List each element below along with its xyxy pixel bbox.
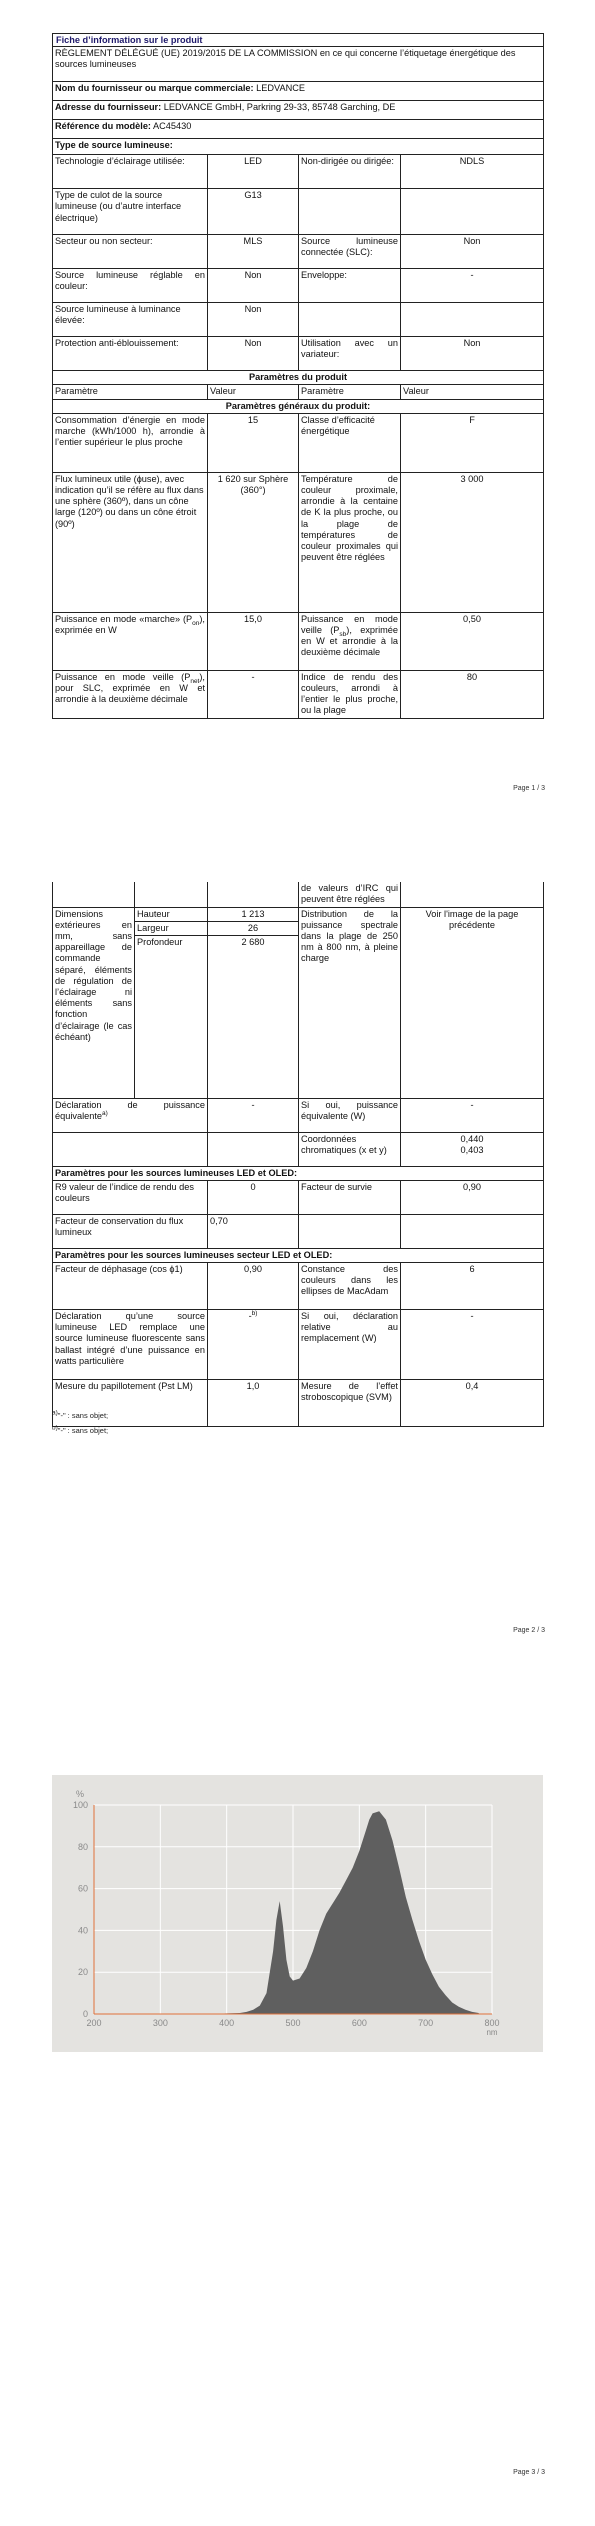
networked-standby-text-end: ), pour SLC, exprimée en W et arrondie à la deuxième décimale — [55, 671, 205, 705]
stroboscopic-value: 0,4 — [401, 1380, 544, 1427]
anti-glare-value: Non — [208, 337, 299, 371]
efficiency-class-value: F — [401, 413, 544, 472]
on-mode-power-value: 15,0 — [208, 612, 299, 670]
col-value-header: Valeur — [208, 385, 299, 399]
power-factor-label: Facteur de déphasage (cos ϕ1) — [53, 1263, 208, 1310]
cct-value: 3 000 — [401, 472, 544, 612]
x-tick-label: 200 — [86, 2018, 102, 2028]
y-tick-label: 40 — [77, 1925, 88, 1936]
footnote-b-mark: b) — [52, 1424, 58, 1432]
cap-empty-label — [299, 189, 401, 235]
anti-glare-label: Protection anti-éblouissement: — [53, 337, 208, 371]
dimensions-empty-2 — [208, 949, 299, 1098]
chromaticity-y: 0,403 — [460, 1144, 484, 1155]
cap-value: G13 — [208, 189, 299, 235]
chromaticity-value — [401, 1132, 544, 1166]
networked-standby-text: Puissance en mode veille (P — [55, 671, 191, 682]
y-tick-label: 60 — [77, 1883, 88, 1894]
spectral-power-chart — [52, 1775, 543, 2052]
directional-label: Non-dirigée ou dirigée: — [299, 155, 401, 189]
mains-value: MLS — [208, 235, 299, 269]
x-tick-label: 700 — [418, 2018, 434, 2028]
footnote-a-mark: a) — [52, 1409, 58, 1417]
supplier-label: Nom du fournisseur ou marque commerciale: — [55, 83, 254, 94]
depth-value: 2 680 — [208, 935, 299, 949]
model-row — [53, 120, 544, 139]
dimmer-label: Utilisation avec un variateur: — [299, 337, 401, 371]
col-param-header: Paramètre — [53, 385, 208, 399]
source-type-header: Type de source lumineuse: — [53, 139, 544, 155]
footnote-a — [52, 1411, 108, 1420]
chromaticity-x: 0,440 — [460, 1133, 484, 1144]
mains-label: Secteur ou non secteur: — [53, 235, 208, 269]
maint-empty-2 — [401, 1214, 544, 1248]
product-info-table — [52, 33, 544, 719]
height-value: 1 213 — [208, 907, 299, 921]
fluorescent-replacement-label: Déclaration qu’une source lumineuse LED remplace une source lumineuse fluorescente sans ballast intégré d’une puissance en watts particulière — [53, 1310, 208, 1380]
on-mode-power-sub: on — [192, 619, 200, 627]
standby-power-label — [299, 612, 401, 670]
spectral-distribution-value: Voir l'image de la page précédente — [401, 907, 544, 1098]
cri-label-continued: de valeurs d’IRC qui peuvent être réglées — [299, 882, 401, 907]
model-value: AC45430 — [153, 121, 192, 132]
spectral-power-svg — [52, 1775, 543, 2052]
on-mode-power-text-end: ), exprimée en W — [55, 613, 205, 636]
cls-label: Source lumineuse connectée (SLC): — [299, 235, 401, 269]
r9-value: 0 — [208, 1180, 299, 1214]
on-mode-power-text: Puissance en mode «marche» (P — [55, 613, 193, 624]
r9-label: R9 valeur de l’indice de rendu des couleurs — [53, 1180, 208, 1214]
y-tick-label: 80 — [77, 1841, 88, 1852]
on-mode-power-label — [53, 612, 208, 670]
networked-standby-label — [53, 670, 208, 718]
width-value: 26 — [208, 921, 299, 935]
footnote-b-text: "-" : sans objet; — [57, 1426, 109, 1435]
directional-value: NDLS — [401, 155, 544, 189]
hl-empty-label — [299, 303, 401, 337]
mains-led-params-header: Paramètres pour les sources lumineuses secteur LED et OLED: — [53, 1248, 544, 1262]
equivalent-power-text: Déclaration de puissance équivalente — [55, 1099, 205, 1121]
width-label: Largeur — [135, 921, 208, 935]
cri-continued-empty-4 — [401, 882, 544, 907]
product-params-header: Paramètres du produit — [53, 371, 544, 385]
networked-standby-value: - — [208, 670, 299, 718]
depth-label: Profondeur — [135, 935, 208, 949]
y-tick-label: 20 — [77, 1967, 88, 1978]
page-number-1: Page 1 / 3 — [513, 785, 545, 792]
y-axis-label: % — [76, 1789, 85, 1799]
dimensions-empty — [135, 949, 208, 1098]
chroma-empty-2 — [208, 1132, 299, 1166]
general-params-header: Paramètres généraux du produit: — [53, 399, 544, 413]
x-tick-label: 800 — [484, 2018, 500, 2028]
stroboscopic-label: Mesure de l’effet stroboscopique (SVM) — [299, 1380, 401, 1427]
col-param2-header: Paramètre — [299, 385, 401, 399]
lumen-maintenance-label: Facteur de conservation du flux lumineux — [53, 1214, 208, 1248]
replacement-claim-value: - — [401, 1310, 544, 1380]
cri-continued-empty — [53, 882, 135, 907]
footnote-a-text: "-" : sans objet; — [57, 1411, 109, 1420]
x-tick-label: 500 — [285, 2018, 301, 2028]
flicker-label: Mesure du papillotement (Pst LM) — [53, 1380, 208, 1427]
flicker-value: 1,0 — [208, 1380, 299, 1427]
cap-label: Type de culot de la source lumineuse (ou d’autre interface électrique) — [53, 189, 208, 235]
power-factor-value: 0,90 — [208, 1263, 299, 1310]
tech-value: LED — [208, 155, 299, 189]
page-number-2: Page 2 / 3 — [513, 1627, 545, 1634]
tech-label: Technologie d’éclairage utilisée: — [53, 155, 208, 189]
dimmer-value: Non — [401, 337, 544, 371]
tunable-label: Source lumineuse réglable en couleur: — [53, 269, 208, 303]
fluorescent-replacement-value — [208, 1310, 299, 1380]
energy-consumption-value: 15 — [208, 413, 299, 472]
supplier-value: LEDVANCE — [256, 83, 306, 94]
page-1 — [0, 0, 595, 842]
luminous-flux-label: Flux lumineux utile (ɸuse), avec indication qu’il se réfère au flux dans une sphère (360º), dans un cône large (120º) ou dans un cône étroit (90º) — [53, 472, 208, 612]
address-row — [53, 101, 544, 120]
address-value: LEDVANCE GmbH, Parkring 29-33, 85748 Garching, DE — [163, 102, 396, 113]
high-luminance-value: Non — [208, 303, 299, 337]
y-tick-label: 100 — [72, 1800, 88, 1810]
envelope-label: Enveloppe: — [299, 269, 401, 303]
standby-power-text: Puissance en mode veille (P — [301, 613, 398, 636]
footnote-b-ref: b) — [251, 1309, 258, 1317]
cct-label: Température de couleur proximale, arrondie à la centaine de K la plus proche, ou la plage de températures de couleur proximales qui peuvent être réglées — [299, 472, 401, 612]
spectrum-area — [213, 1811, 478, 2014]
product-info-table-continued — [52, 882, 544, 1427]
standby-power-text-end: ), exprimée en W et arrondie à la deuxième décimale — [301, 625, 398, 658]
x-tick-label: 400 — [219, 2018, 235, 2028]
regulation-text: RÈGLEMENT DÉLÉGUÉ (UE) 2019/2015 DE LA COMMISSION en ce qui concerne l’étiquetage énergétique des sources lumineuses — [53, 47, 544, 82]
cls-value: Non — [401, 235, 544, 269]
equivalent-power-value: - — [401, 1098, 544, 1132]
footnote-a-ref: a) — [102, 1109, 108, 1117]
cri-value: 80 — [401, 670, 544, 718]
efficiency-class-label: Classe d’efficacité énergétique — [299, 413, 401, 472]
equivalent-power-declaration-value: - — [208, 1098, 299, 1132]
equivalent-power-label: Si oui, puissance équivalente (W) — [299, 1098, 401, 1132]
model-label: Référence du modèle: — [55, 121, 151, 132]
equivalent-power-declaration-label — [53, 1098, 208, 1132]
height-label: Hauteur — [135, 907, 208, 921]
spectral-distribution-label: Distribution de la puissance spectrale dans la plage de 250 nm à 800 nm, à pleine charge — [299, 907, 401, 1098]
page-number-3: Page 3 / 3 — [513, 2469, 545, 2476]
x-tick-label: 600 — [351, 2018, 367, 2028]
colour-consistency-label: Constance des couleurs dans les ellipses de MacAdam — [299, 1263, 401, 1310]
survival-factor-label: Facteur de survie — [299, 1180, 401, 1214]
maint-empty — [299, 1214, 401, 1248]
hl-empty-value — [401, 303, 544, 337]
led-params-header: Paramètres pour les sources lumineuses LED et OLED: — [53, 1166, 544, 1180]
page-2 — [0, 842, 595, 1684]
survival-factor-value: 0,90 — [401, 1180, 544, 1214]
envelope-value: - — [401, 269, 544, 303]
cri-continued-empty-2 — [135, 882, 208, 907]
cri-label: Indice de rendu des couleurs, arrondi à l’entier le plus proche, ou la plage — [299, 670, 401, 718]
y-tick-label: 0 — [82, 2009, 88, 2019]
document-title: Fiche d’information sur le produit — [53, 34, 544, 47]
footnote-b — [52, 1426, 108, 1435]
x-axis-label: nm — [486, 2028, 498, 2037]
standby-power-sub: sb — [339, 630, 347, 638]
cap-empty-value — [401, 189, 544, 235]
dimensions-label: Dimensions extérieures en mm, sans appareillage de commande séparé, éléments de régulation de l’éclairage ni éléments sans fonction d’éclairage (le cas échéant) — [53, 907, 135, 1098]
replacement-claim-label: Si oui, déclaration relative au remplacement (W) — [299, 1310, 401, 1380]
supplier-row — [53, 82, 544, 101]
lumen-maintenance-value: 0,70 — [208, 1214, 299, 1248]
x-tick-label: 300 — [152, 2018, 168, 2028]
colour-consistency-value: 6 — [401, 1263, 544, 1310]
chroma-empty — [53, 1132, 208, 1166]
col-value2-header: Valeur — [401, 385, 544, 399]
energy-consumption-label: Consommation d’énergie en mode marche (kWh/1000 h), arrondie à l’entier supérieur le plus proche — [53, 413, 208, 472]
cri-continued-empty-3 — [208, 882, 299, 907]
fluorescent-replacement-text: - — [248, 1311, 252, 1322]
networked-standby-sub: net — [190, 677, 200, 685]
tunable-value: Non — [208, 269, 299, 303]
chromaticity-label: Coordonnées chromatiques (x et y) — [299, 1132, 401, 1166]
address-label: Adresse du fournisseur: — [55, 102, 162, 113]
luminous-flux-value: 1 620 sur Sphère (360°) — [208, 472, 299, 612]
standby-power-value: 0,50 — [401, 612, 544, 670]
high-luminance-label: Source lumineuse à luminance élevée: — [53, 303, 208, 337]
